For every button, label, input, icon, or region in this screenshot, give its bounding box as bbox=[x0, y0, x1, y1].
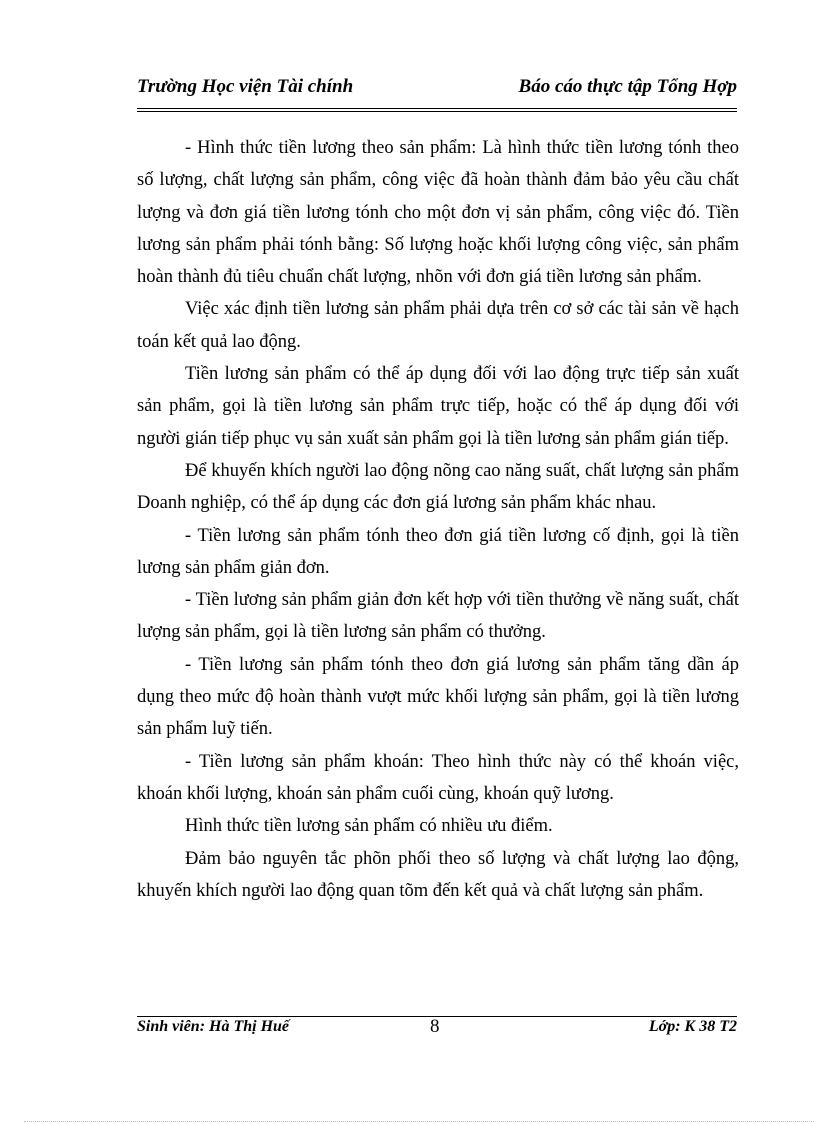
document-body bbox=[137, 132, 739, 907]
footer-class: Lớp: K 38 T2 bbox=[648, 1018, 737, 1035]
page-edge-divider bbox=[24, 1121, 814, 1122]
header-rule bbox=[137, 108, 737, 112]
header-school: Trường Học viện Tài chính bbox=[137, 76, 354, 97]
paragraph: Hình thức tiền lương sản phẩm có nhiều ưu điểm. bbox=[185, 816, 553, 837]
page-header bbox=[137, 76, 737, 104]
paragraph: - Tiền lương sản phẩm giản đơn kết hợp với tiền thưởng về năng suất, chất lượng sản phẩm, gọi là tiền lương sản phẩm có thưởng. bbox=[137, 590, 739, 643]
paragraph: - Tiền lương sản phẩm tónh theo đơn giá tiền lương cố định, gọi là tiền lương sản phẩm giản đơn. bbox=[137, 525, 739, 578]
paragraph: - Tiền lương sản phẩm khoán: Theo hình thức này có thể khoán việc, khoán khối lượng, khoán sản phẩm cuối cùng, khoán quỹ lương. bbox=[137, 751, 739, 804]
paragraph: - Tiền lương sản phẩm tónh theo đơn giá lương sản phẩm tăng dần áp dụng theo mức độ hoàn thành vượt mức khối lượng sản phẩm, gọi là tiền lương sản phẩm luỹ tiến. bbox=[137, 654, 739, 740]
paragraph: Tiền lương sản phẩm có thể áp dụng đối với lao động trực tiếp sản xuất sản phẩm, gọi là tiền lương sản phẩm trực tiếp, hoặc có thể áp dụng đối với người gián tiếp phục vụ sản xuất sản phẩm gọi là tiền lương sản phẩm gián tiếp. bbox=[137, 364, 739, 449]
page-number: 8 bbox=[430, 1016, 440, 1037]
paragraph: Để khuyến khích người lao động nõng cao năng suất, chất lượng sản phẩm Doanh nghiệp, có thể áp dụng các đơn giá lương sản phẩm khác nhau. bbox=[137, 460, 739, 514]
paragraph: Việc xác định tiền lương sản phẩm phải dựa trên cơ sở các tài sản về hạch toán kết quả lao động. bbox=[137, 299, 739, 352]
paragraph: Đảm bảo nguyên tắc phõn phối theo số lượng và chất lượng lao động, khuyến khích người lao động quan tõm đến kết quả và chất lượng sản phẩm. bbox=[137, 848, 739, 901]
page-footer bbox=[137, 1018, 737, 1044]
paragraph: - Hình thức tiền lương theo sản phẩm: Là hình thức tiền lương tónh theo số lượng, chất lượng sản phẩm, công việc đã hoàn thành đảm bảo yêu cầu chất lượng và đơn giá tiền lương tónh cho một đơn vị sản phẩm, công việc đó. Tiền lương sản phẩm phải tónh bằng: Số lượng hoặc khối lượng công việc, sản phẩm hoàn thành đủ tiêu chuẩn chất lượng, nhõn với đơn giá tiền lương sản phẩm. bbox=[137, 138, 739, 288]
header-report-title: Báo cáo thực tập Tổng Hợp bbox=[518, 76, 737, 97]
footer-student: Sinh viên: Hà Thị Huế bbox=[137, 1018, 290, 1035]
